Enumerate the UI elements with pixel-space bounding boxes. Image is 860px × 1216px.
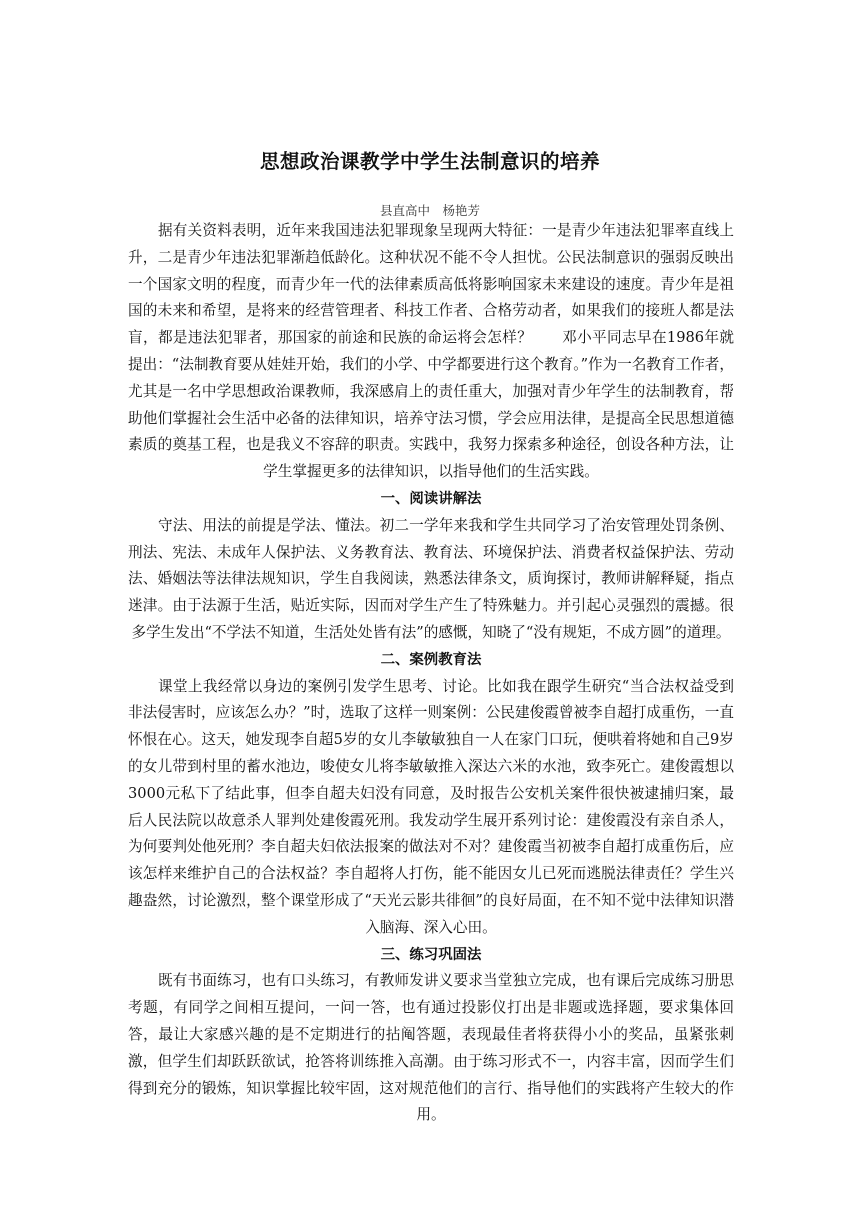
section-paragraph-practice: 既有书面练习，也有口头练习，有教师发讲义要求当堂独立完成，也有课后完成练习册思考题，有同学之间相互提问，一问一答，也有通过投影仪打出是非题或选择题，要求集体回答，最让大家感兴趣的是不定期进行的拈阄答题，表现最佳者将获得小小的奖品，虽紧张刺激，但学生们却跃跃欲试，抢答将训练推入高潮。由于练习形式不一，内容丰富，因而学生们得到充分的锻炼，知识掌握比较牢固，这对规范他们的言行、指导他们的实践将产生较大的作用。 [128, 972, 734, 1124]
document-body [128, 218, 734, 1129]
section-heading-practice: 三、练习巩固法 [380, 946, 482, 963]
section-paragraph-reading: 守法、用法的前提是学法、懂法。初二一学年来我和学生共同学习了治安管理处罚条例、刑法、宪法、未成年人保护法、义务教育法、教育法、环境保护法、消费者权益保护法、劳动法、婚姻法等法律法规知识，学生自我阅读，熟悉法律条文，质询探讨，教师讲解释疑，指点迷津。由于法源于生活，贴近实际，因而对学生产生了特殊魅力。并引起心灵强烈的震撼。很多学生发出“不学法不知道，生活处处皆有法”的感慨，知晓了“没有规矩，不成方圆”的道理。 [128, 516, 734, 641]
document-title: 思想政治课教学中学生法制意识的培养 [259, 150, 600, 173]
section-heading-case: 二、案例教育法 [380, 651, 482, 668]
section-paragraph-case: 课堂上我经常以身边的案例引发学生思考、讨论。比如我在跟学生研究“当合法权益受到非法侵害时，应该怎么办？”时，选取了这样一则案例：公民建俊霞曾被李自超打成重伤，一直怀恨在心。这天，她发现李自超5岁的女儿李敏敏独自一人在家门口玩，便哄着将她和自己9岁的女儿带到村里的蓄水池边，唆使女儿将李敏敏推入深达六米的水池，致李死亡。建俊霞想以3000元私下了结此事，但李自超夫妇没有同意，及时报告公安机关案件很快被逮捕归案，最后人民法院以故意杀人罪判处建俊霞死刑。我发动学生展开系列讨论：建俊霞没有亲自杀人，为何要判处他死刑？李自超夫妇依法报案的做法对不对？建俊霞当初被李自超打成重伤后，应该怎样来维护自己的合法权益？李自超将人打伤，能不能因女儿已死而逃脱法律责任？学生兴趣盎然，讨论激烈，整个课堂形成了“天光云影共徘徊”的良好局面，在不知不觉中法律知识潜入脑海、深入心田。 [128, 677, 734, 936]
section-heading-reading: 一、阅读讲解法 [380, 490, 482, 507]
author-byline: 县直高中 杨艳芳 [379, 203, 480, 218]
intro-paragraph: 据有关资料表明，近年来我国违法犯罪现象呈现两大特征：一是青少年违法犯罪率直线上升，二是青少年违法犯罪渐趋低龄化。这种状况不能不令人担忧。公民法制意识的强弱反映出一个国家文明的程度，而青少年一代的法律素质高低将影响国家未来建设的速度。青少年是祖国的未来和希望，是将来的经营管理者、科技工作者、合格劳动者，如果我们的接班人都是法盲，都是违法犯罪者，那国家的前途和民族的命运将会怎样？ 邓小平同志早在1986年就提出：“法制教育要从娃娃开始，我们的小学、中学都要进行这个教育。”作为一名教育工作者，尤其是一名中学思想政治课教师，我深感肩上的责任重大，加强对青少年学生的法制教育，帮助他们掌握社会生活中必备的法律知识，培养守法习惯，学会应用法律，是提高全民思想道德素质的奠基工程，也是我义不容辞的职责。实践中，我努力探索多种途径，创设各种方法，让学生掌握更多的法律知识，以指导他们的生活实践。 [128, 222, 734, 481]
